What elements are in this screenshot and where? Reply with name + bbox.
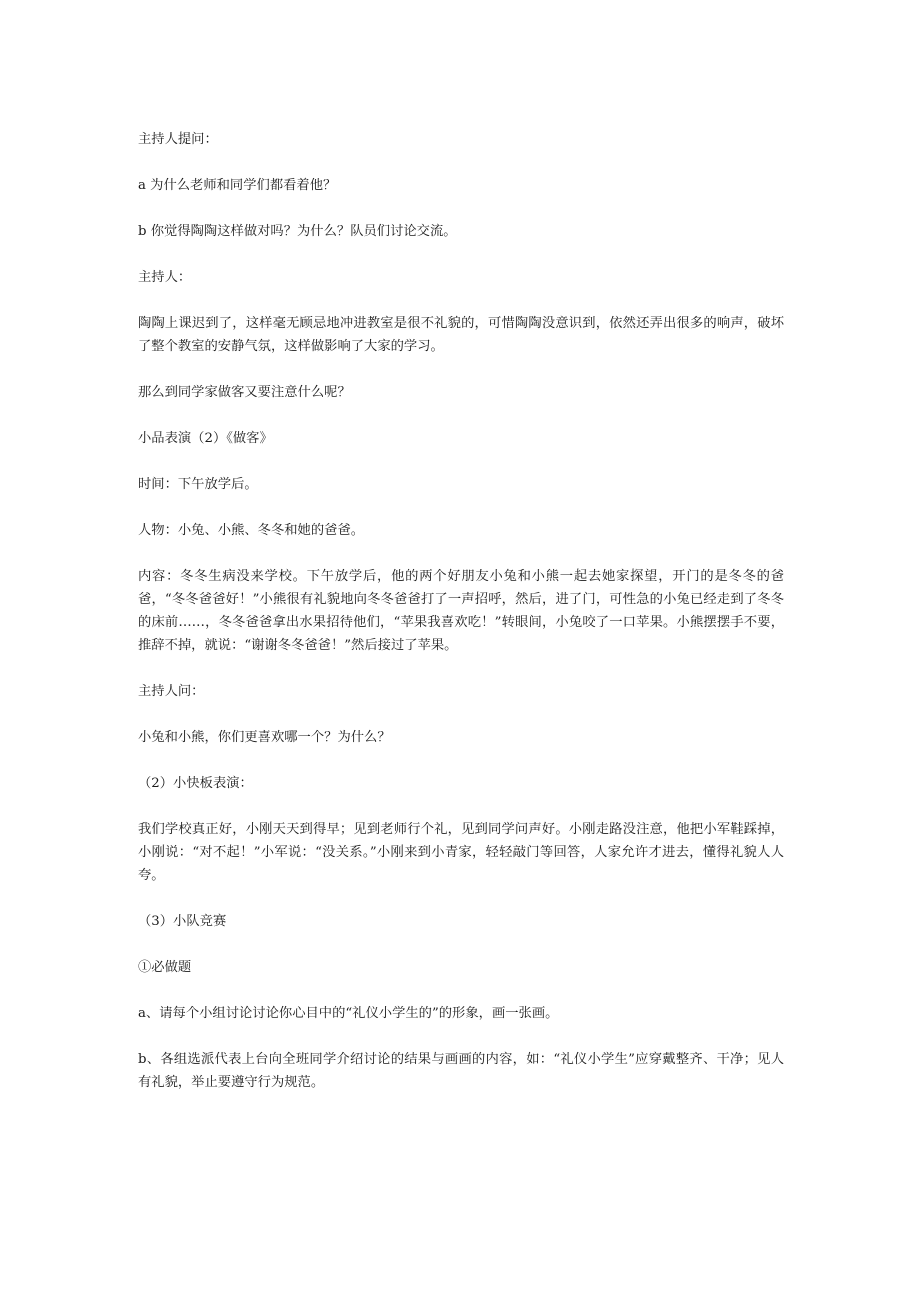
host-heading: 主持人：	[138, 270, 192, 285]
clapper-performance-heading: （2）小快板表演：	[138, 776, 253, 791]
task-a: a、请每个小组讨论讨论你心目中的“礼仪小学生的”的形象，画一张画。	[138, 1006, 559, 1021]
visit-question: 那么到同学家做客又要注意什么呢？	[138, 385, 351, 400]
host-question-heading: 主持人提问：	[138, 132, 218, 147]
skit-characters: 人物：小兔、小熊、冬冬和她的爸爸。	[138, 523, 365, 538]
task-b: b、各组选派代表上台向全班同学介绍讨论的结果与画画的内容，如：“礼仪小学生”应穿戴整齐、干净；见人有礼貌，举止要遵守行为规范。	[138, 1052, 784, 1090]
question-b: b 你觉得陶陶这样做对吗？为什么？队员们讨论交流。	[138, 224, 457, 239]
required-questions-heading: ①必做题	[138, 960, 192, 975]
document-body	[138, 128, 784, 1117]
preference-question: 小兔和小熊，你们更喜欢哪一个？为什么？	[138, 730, 391, 745]
clapper-rhyme-paragraph: 我们学校真正好，小刚天天到得早；见到老师行个礼，见到同学问声好。小刚走路没注意，他把小军鞋踩掉，小刚说：“对不起！”小军说：“没关系。”小刚来到小青家，轻轻敲门等回答，人家允许才进去，懂得礼貌人人夸。	[138, 822, 784, 883]
skit-time: 时间：下午放学后。	[138, 477, 258, 492]
team-competition-heading: （3）小队竞赛	[138, 914, 227, 929]
skit-title: 小品表演（2）《做客》	[138, 431, 273, 446]
host-comment-paragraph: 陶陶上课迟到了，这样毫无顾忌地冲进教室是很不礼貌的，可惜陶陶没意识到，依然还弄出很多的响声，破坏了整个教室的安静气氛，这样做影响了大家的学习。	[138, 316, 784, 354]
host-asks-heading: 主持人问：	[138, 684, 205, 699]
skit-content-paragraph: 内容：冬冬生病没来学校。下午放学后，他的两个好朋友小兔和小熊一起去她家探望，开门的是冬冬的爸爸，“冬冬爸爸好！”小熊很有礼貌地向冬冬爸爸打了一声招呼，然后，进了门，可性急的小兔已经走到了冬冬的床前……，冬冬爸爸拿出水果招待他们，“苹果我喜欢吃！”转眼间，小兔咬了一口苹果。小熊摆摆手不要，推辞不掉，就说：“谢谢冬冬爸爸！”然后接过了苹果。	[138, 569, 784, 653]
question-a: a 为什么老师和同学们都看着他？	[138, 178, 337, 193]
